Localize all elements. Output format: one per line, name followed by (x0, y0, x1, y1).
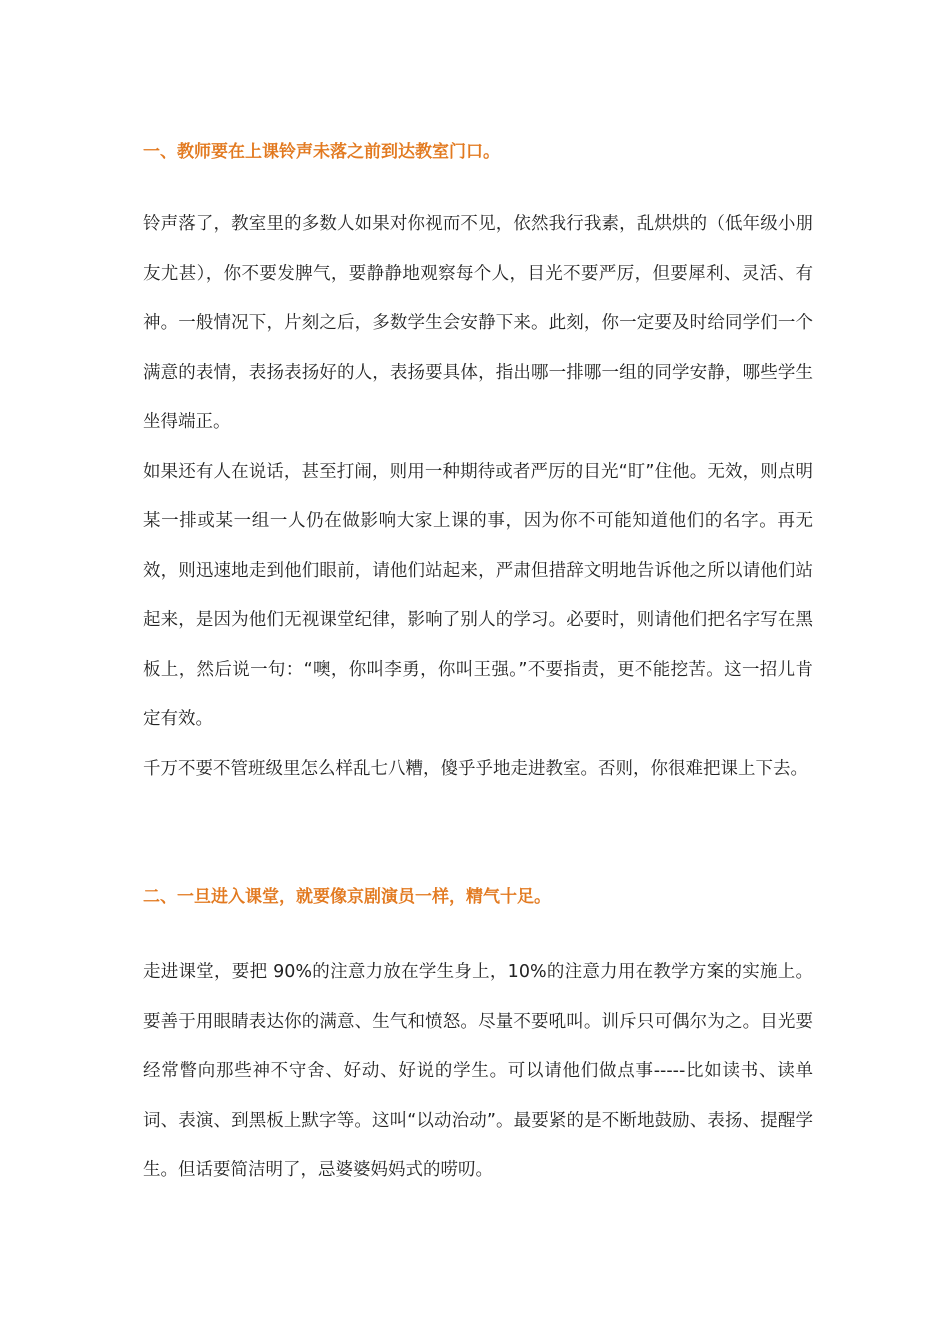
section-1-paragraph-3: 千万不要不管班级里怎么样乱七八糟，傻乎乎地走进教室。否则，你很难把课上下去。 (143, 758, 808, 779)
section-2-heading: 二、一旦进入课堂，就要像京剧演员一样，精气十足。 (143, 887, 551, 907)
section-1-heading: 一、教师要在上课铃声未落之前到达教室门口。 (143, 142, 500, 162)
section-1-paragraph-2: 如果还有人在说话，甚至打闹，则用一种期待或者严厉的目光“盯”住他。无效，则点明某一排或某一组一人仍在做影响大家上课的事，因为你不可能知道他们的名字。再无效，则迅速地走到他们眼前，请他们站起来，严肃但措辞文明地告诉他之所以请他们站起来，是因为他们无视课堂纪律，影响了别人的学习。必要时，则请他们把名字写在黑板上，然后说一句：“噢，你叫李勇，你叫王强。”不要指责，更不能挖苦。这一招儿肯定有效。 (143, 461, 813, 729)
section-1-body (143, 200, 813, 794)
section-1-paragraph-1: 铃声落了，教室里的多数人如果对你视而不见，依然我行我素，乱烘烘的（低年级小朋友尤甚），你不要发脾气，要静静地观察每个人，目光不要严厉，但要犀利、灵活、有神。一般情况下，片刻之后，多数学生会安静下来。此刻，你一定要及时给同学们一个满意的表情，表扬表扬好的人，表扬要具体，指出哪一排哪一组的同学安静，哪些学生坐得端正。 (143, 214, 813, 432)
section-2-body (143, 948, 813, 1196)
section-2-paragraph-1: 走进课堂，要把 90%的注意力放在学生身上，10%的注意力用在教学方案的实施上。要善于用眼睛表达你的满意、生气和愤怒。尽量不要吼叫。训斥只可偶尔为之。目光要经常瞥向那些神不守舍、好动、好说的学生。可以请他们做点事-----比如读书、读单词、表演、到黑板上默字等。这叫“以动治动”。最要紧的是不断地鼓励、表扬、提醒学生。但话要简洁明了，忌婆婆妈妈式的唠叨。 (143, 962, 813, 1180)
